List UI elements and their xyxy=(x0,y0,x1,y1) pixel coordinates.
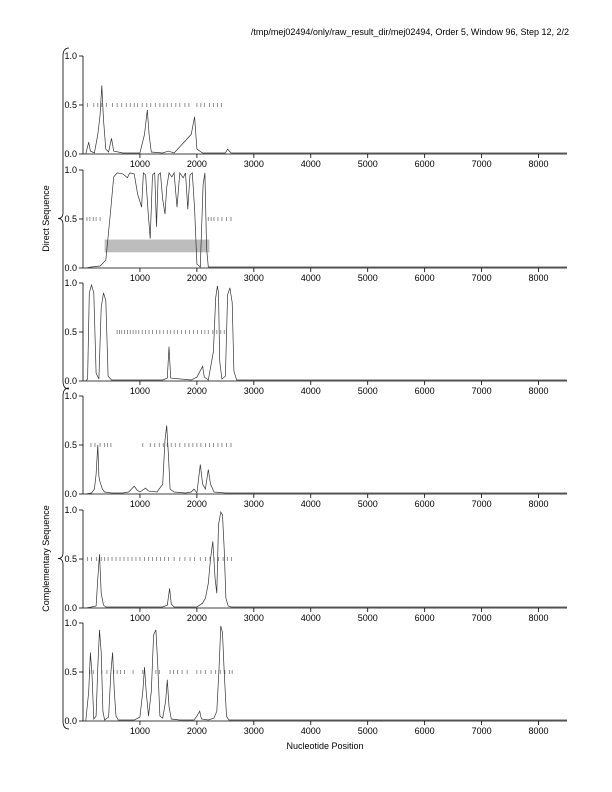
x-tick-label: 2000 xyxy=(186,613,207,623)
x-tick-label: 4000 xyxy=(300,386,321,396)
y-tick-label: 0.5 xyxy=(64,667,77,677)
y-tick-label: 0.0 xyxy=(64,376,77,386)
y-tick-label: 1.0 xyxy=(64,278,77,288)
probability-line xyxy=(86,512,567,608)
x-tick-label: 1000 xyxy=(129,613,150,623)
probability-line xyxy=(86,626,567,721)
x-tick-label: 5000 xyxy=(357,613,378,623)
x-tick-label: 7000 xyxy=(471,613,492,623)
x-tick-label: 2000 xyxy=(186,273,207,283)
probability-line xyxy=(86,85,567,154)
x-tick-label: 3000 xyxy=(243,159,264,169)
x-tick-label: 7000 xyxy=(471,499,492,509)
panel-1 xyxy=(64,51,567,169)
y-tick-label: 1.0 xyxy=(64,618,77,628)
panel-3 xyxy=(64,278,567,396)
probability-line xyxy=(86,285,567,381)
x-tick-label: 8000 xyxy=(528,273,549,283)
x-tick-label: 7000 xyxy=(471,273,492,283)
x-tick-label: 4000 xyxy=(300,499,321,509)
x-tick-label: 8000 xyxy=(528,726,549,736)
probability-line xyxy=(86,173,567,268)
x-tick-label: 4000 xyxy=(300,159,321,169)
x-tick-label: 2000 xyxy=(186,499,207,509)
x-tick-label: 1000 xyxy=(129,386,150,396)
x-tick-label: 2000 xyxy=(186,159,207,169)
panel-4 xyxy=(64,391,567,509)
x-tick-label: 6000 xyxy=(414,613,435,623)
y-tick-label: 0.0 xyxy=(64,263,77,273)
y-tick-label: 1.0 xyxy=(64,505,77,515)
x-tick-label: 7000 xyxy=(471,159,492,169)
x-tick-label: 8000 xyxy=(528,386,549,396)
x-axis-title: Nucleotide Position xyxy=(286,741,364,751)
x-tick-label: 4000 xyxy=(300,726,321,736)
group-label-1: Direct Sequence xyxy=(41,185,51,252)
x-tick-label: 8000 xyxy=(528,613,549,623)
x-tick-label: 3000 xyxy=(243,613,264,623)
y-tick-label: 1.0 xyxy=(64,165,77,175)
x-tick-label: 5000 xyxy=(357,499,378,509)
panel-6 xyxy=(64,618,567,736)
x-tick-label: 6000 xyxy=(414,273,435,283)
y-tick-label: 0.5 xyxy=(64,327,77,337)
y-tick-label: 0.0 xyxy=(64,603,77,613)
y-tick-label: 0.5 xyxy=(64,440,77,450)
x-tick-label: 5000 xyxy=(357,726,378,736)
group-label-2: Complementary Sequence xyxy=(41,505,51,612)
x-tick-label: 7000 xyxy=(471,386,492,396)
x-tick-label: 8000 xyxy=(528,499,549,509)
y-tick-label: 0.0 xyxy=(64,716,77,726)
x-tick-label: 1000 xyxy=(129,273,150,283)
x-tick-label: 3000 xyxy=(243,386,264,396)
x-tick-label: 3000 xyxy=(243,499,264,509)
x-tick-label: 1000 xyxy=(129,159,150,169)
panel-5 xyxy=(64,505,567,623)
x-tick-label: 6000 xyxy=(414,726,435,736)
x-tick-label: 7000 xyxy=(471,726,492,736)
file-path-header: /tmp/mej02494/only/raw_result_dir/mej02494, Order 5, Window 96, Step 12, 2/2 xyxy=(250,27,569,37)
x-tick-label: 2000 xyxy=(186,726,207,736)
x-tick-label: 3000 xyxy=(243,726,264,736)
y-tick-label: 1.0 xyxy=(64,391,77,401)
y-tick-label: 0.5 xyxy=(64,100,77,110)
x-tick-label: 4000 xyxy=(300,613,321,623)
x-tick-label: 2000 xyxy=(186,386,207,396)
y-tick-label: 0.0 xyxy=(64,489,77,499)
highlight-region xyxy=(105,240,210,253)
y-tick-label: 0.5 xyxy=(64,554,77,564)
panel-2 xyxy=(64,165,567,283)
x-tick-label: 6000 xyxy=(414,499,435,509)
x-tick-label: 8000 xyxy=(528,159,549,169)
y-tick-label: 0.5 xyxy=(64,214,77,224)
x-tick-label: 5000 xyxy=(357,273,378,283)
x-tick-label: 1000 xyxy=(129,499,150,509)
x-tick-label: 3000 xyxy=(243,273,264,283)
y-tick-label: 0.0 xyxy=(64,149,77,159)
x-tick-label: 5000 xyxy=(357,159,378,169)
x-tick-label: 1000 xyxy=(129,726,150,736)
x-tick-label: 4000 xyxy=(300,273,321,283)
x-tick-label: 6000 xyxy=(414,159,435,169)
y-tick-label: 1.0 xyxy=(64,51,77,61)
x-tick-label: 5000 xyxy=(357,386,378,396)
x-tick-label: 6000 xyxy=(414,386,435,396)
probability-line xyxy=(86,425,567,494)
